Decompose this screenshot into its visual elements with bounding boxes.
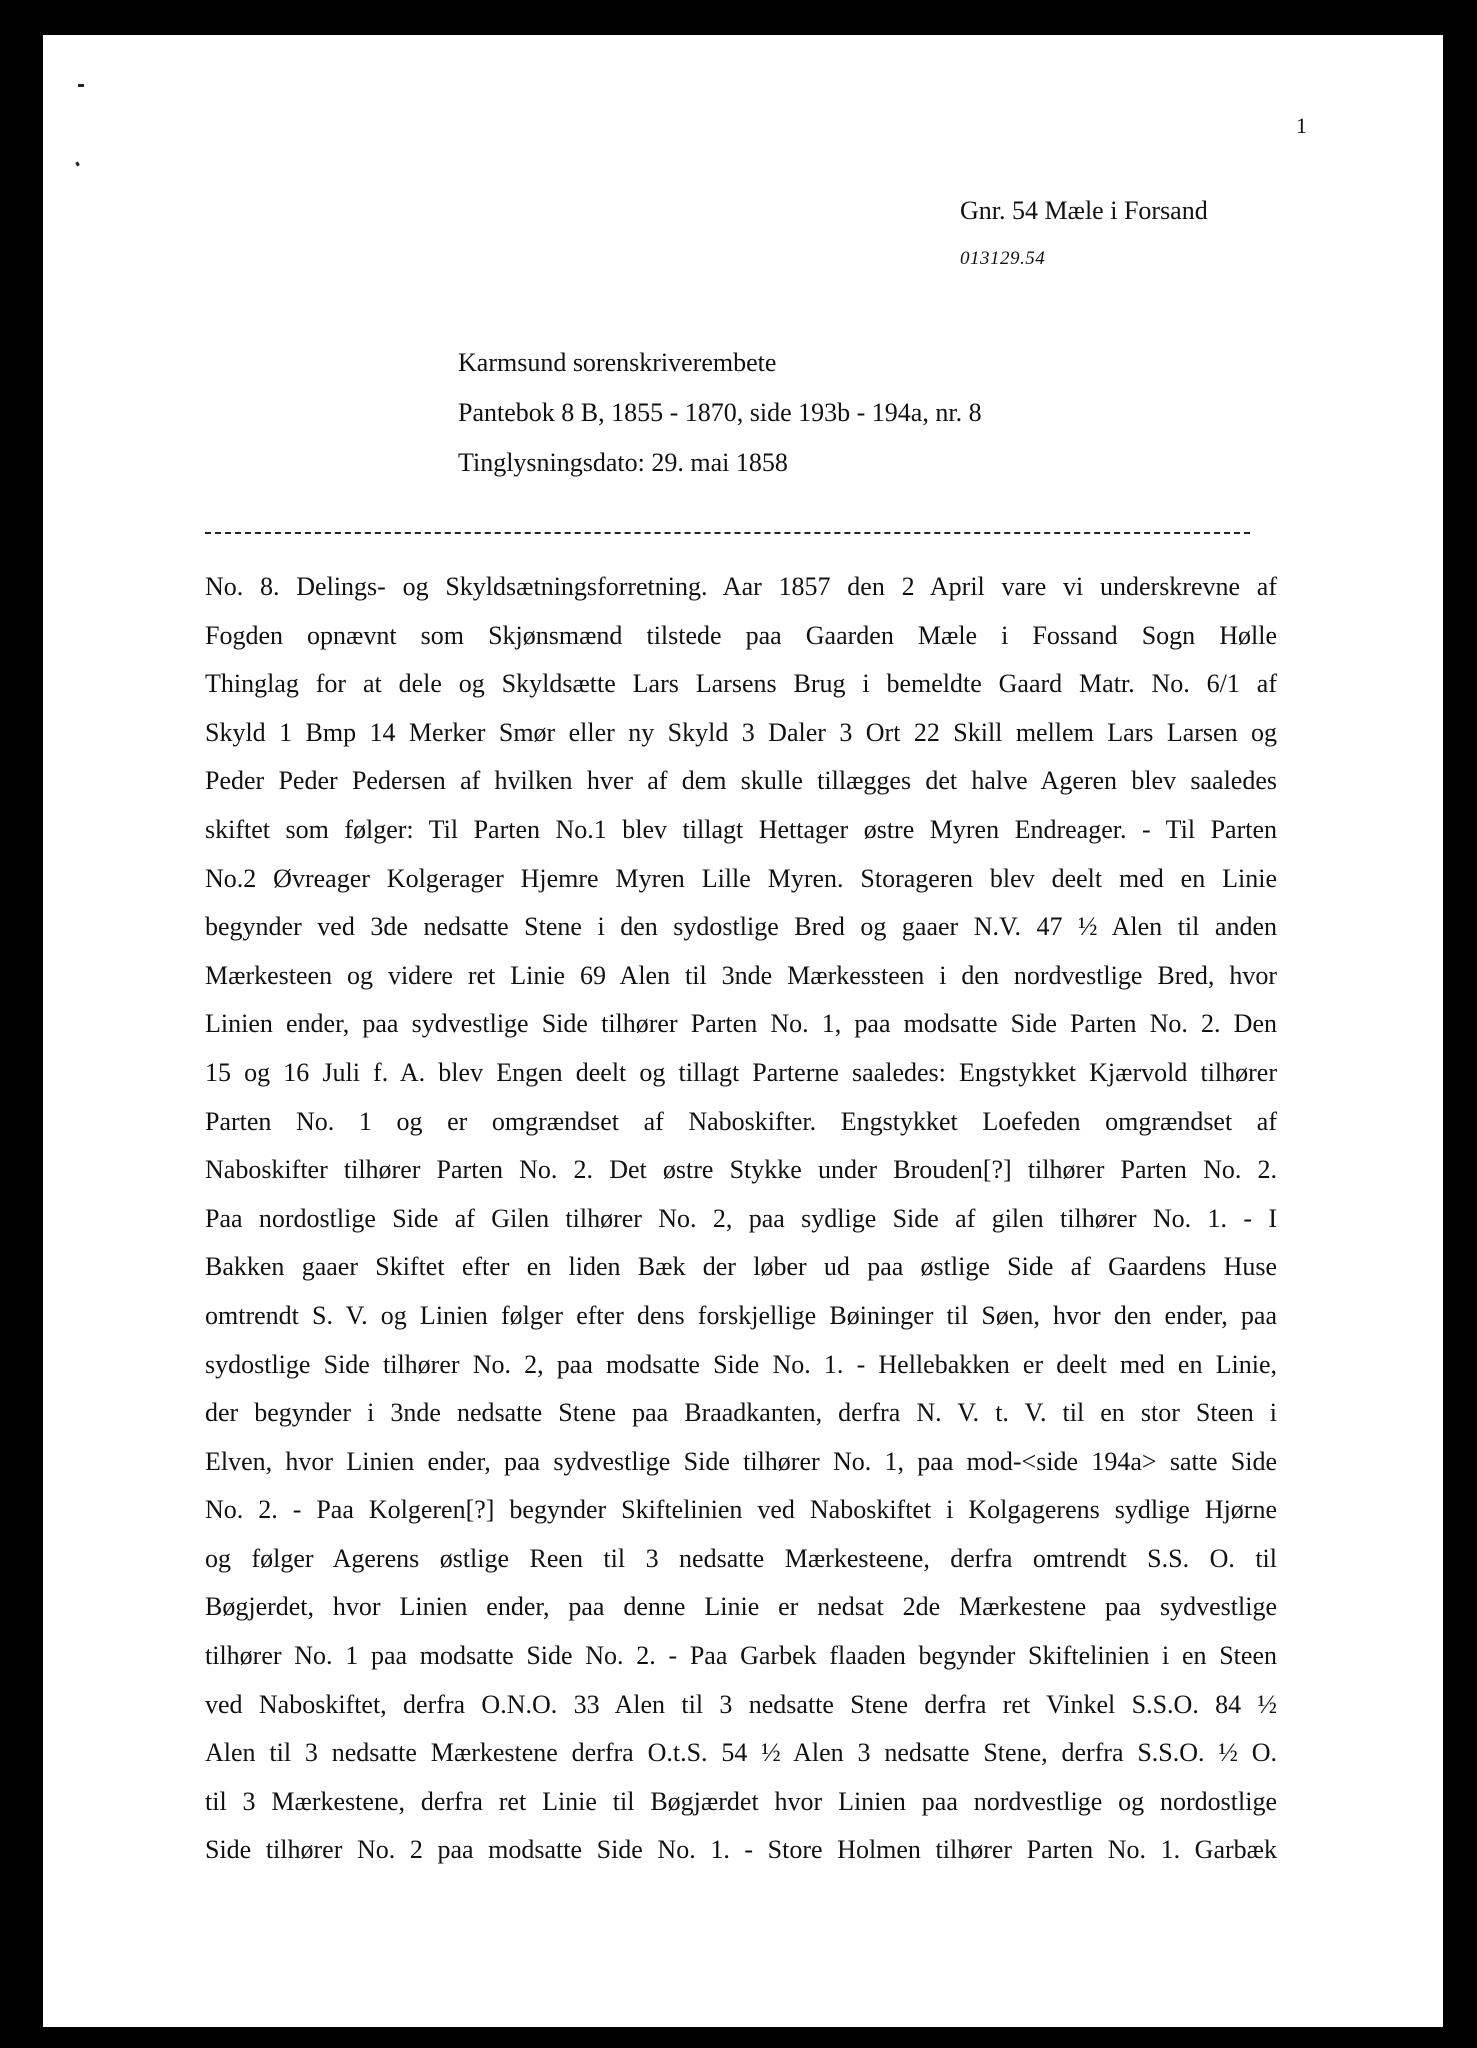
text-line: Skyld 1 Bmp 14 Merker Smør eller ny Skyld 3 Daler 3 Ort 22 Skill mellem Lars Larsen og	[205, 717, 1277, 747]
source-book: Pantebok 8 B, 1855 - 1870, side 193b - 194a, nr. 8	[458, 398, 982, 427]
text-line: No.2 Øvreager Kolgerager Hjemre Myren Lille Myren. Storageren blev deelt med en Linie	[205, 863, 1277, 893]
text-line: Alen til 3 nedsatte Mærkestene derfra O.t.S. 54 ½ Alen 3 nedsatte Stene, derfra S.S.O. ½ O.	[205, 1738, 1277, 1768]
text-line: Parten No. 1 og er omgrændset af Naboskifter. Engstykket Loefeden omgrændset af	[205, 1106, 1277, 1136]
registration-date: Tinglysningsdato: 29. mai 1858	[458, 448, 788, 477]
page-number: 1	[1296, 113, 1307, 138]
text-line: skiftet som følger: Til Parten No.1 blev tillagt Hettager østre Myren Endreager. - Til Parten	[205, 814, 1277, 844]
text-line: Bøgjerdet, hvor Linien ender, paa denne Linie er nedsat 2de Mærkestene paa sydvestlige	[205, 1592, 1277, 1622]
source-block	[458, 338, 982, 488]
text-line: Bakken gaaer Skiftet efter en liden Bæk der løber ud paa østlige Side af Gaardens Huse	[205, 1252, 1277, 1282]
dashed-divider	[205, 532, 1250, 534]
text-line: Naboskifter tilhører Parten No. 2. Det østre Stykke under Brouden[?] tilhører Parten No. 2.	[205, 1155, 1277, 1185]
text-line: begynder ved 3de nedsatte Stene i den sydostlige Bred og gaaer N.V. 47 ½ Alen til anden	[205, 912, 1277, 942]
text-line: ved Naboskiftet, derfra O.N.O. 33 Alen til 3 nedsatte Stene derfra ret Vinkel S.S.O. 84 ½	[205, 1689, 1277, 1719]
document-page	[43, 35, 1443, 2027]
text-line: Paa nordostlige Side af Gilen tilhører No. 2, paa sydlige Side af gilen tilhører No. 1. - I	[205, 1203, 1277, 1233]
text-line: sydostlige Side tilhører No. 2, paa modsatte Side No. 1. - Hellebakken er deelt med en Linie,	[205, 1349, 1277, 1379]
text-line: tilhører No. 1 paa modsatte Side No. 2. - Paa Garbek flaaden begynder Skiftelinien i en Steen	[205, 1641, 1277, 1671]
text-line: og følger Agerens østlige Reen til 3 nedsatte Mærkesteene, derfra omtrendt S.S. O. til	[205, 1543, 1277, 1573]
text-line: Side tilhører No. 2 paa modsatte Side No. 1. - Store Holmen tilhører Parten No. 1. Garbæk	[205, 1835, 1277, 1865]
scan-speck	[78, 84, 84, 87]
farm-code: 013129.54	[960, 248, 1046, 269]
text-line: der begynder i 3nde nedsatte Stene paa Braadkanten, derfra N. V. t. V. til en stor Steen i	[205, 1398, 1277, 1428]
text-line: No. 2. - Paa Kolgeren[?] begynder Skiftelinien ved Naboskiftet i Kolgagerens sydlige Hjørne	[205, 1495, 1277, 1525]
text-line: Thinglag for at dele og Skyldsætte Lars Larsens Brug i bemeldte Gaard Matr. No. 6/1 af	[205, 669, 1277, 699]
text-line: Mærkesteen og videre ret Linie 69 Alen til 3nde Mærkessteen i den nordvestlige Bred, hvor	[205, 960, 1277, 990]
text-line: No. 8. Delings- og Skyldsætningsforretning. Aar 1857 den 2 April vare vi underskrevne af	[205, 572, 1277, 601]
text-line: Linien ender, paa sydvestlige Side tilhører Parten No. 1, paa modsatte Side Parten No. 2. Den	[205, 1009, 1277, 1039]
scan-speck	[75, 162, 80, 167]
text-line: Fogden opnævnt som Skjønsmænd tilstede paa Gaarden Mæle i Fossand Sogn Hølle	[205, 620, 1277, 650]
text-line: Elven, hvor Linien ender, paa sydvestlige Side tilhører No. 1, paa mod-<side 194a> satte Side	[205, 1446, 1277, 1476]
text-line: omtrendt S. V. og Linien følger efter dens forskjellige Bøininger til Søen, hvor den ender, paa	[205, 1300, 1277, 1330]
transcription-body	[205, 563, 1277, 1875]
text-line: 15 og 16 Juli f. A. blev Engen deelt og tillagt Parterne saaledes: Engstykket Kjærvold tilhører	[205, 1057, 1277, 1087]
text-line: til 3 Mærkestene, derfra ret Linie til Bøgjærdet hvor Linien paa nordvestlige og nordostlige	[205, 1786, 1277, 1816]
text-line: Peder Peder Pedersen af hvilken hver af dem skulle tillægges det halve Ageren blev saaledes	[205, 766, 1277, 796]
source-office: Karmsund sorenskriverembete	[458, 348, 777, 377]
farm-title: Gnr. 54 Mæle i Forsand	[960, 196, 1208, 225]
